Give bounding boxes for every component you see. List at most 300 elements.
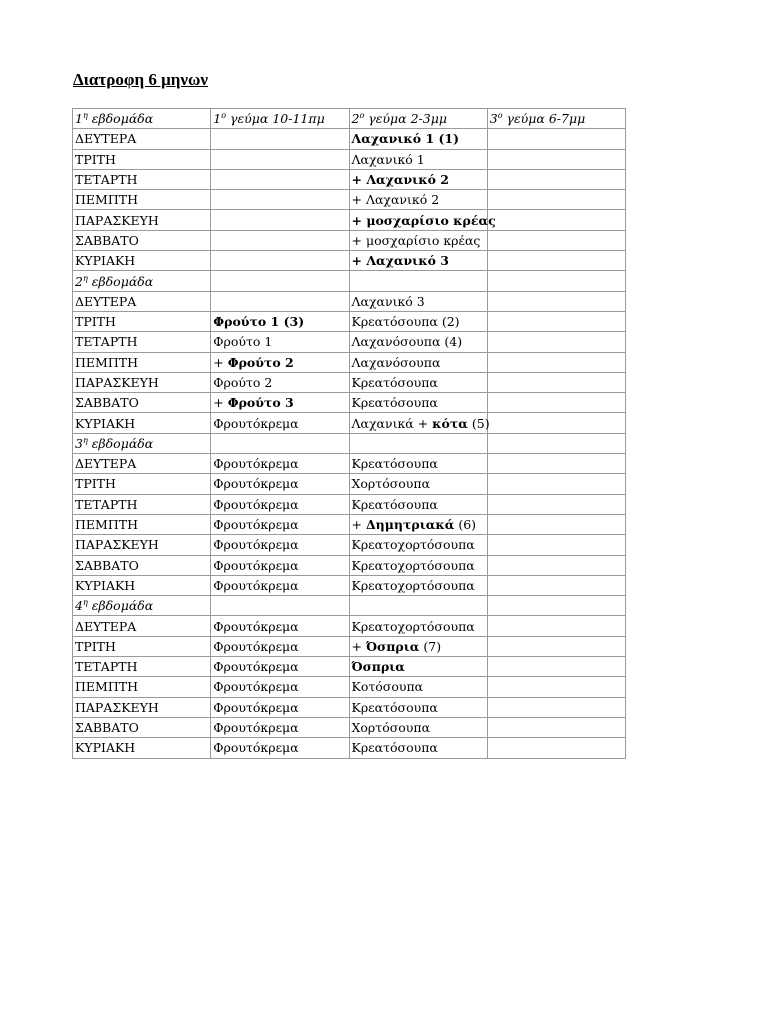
cell-meal-3 bbox=[487, 291, 625, 311]
table-row bbox=[73, 738, 626, 758]
segment-text: ΤΡΙΤΗ bbox=[75, 151, 116, 167]
cell-meal-2 bbox=[349, 311, 487, 331]
segment-text: Κρεατοχορτόσουπα bbox=[351, 537, 475, 553]
segment-text: ΠΕΜΠΤΗ bbox=[75, 679, 138, 695]
table-row bbox=[73, 311, 626, 331]
segment-text: Κρεατοχορτόσουπα bbox=[351, 577, 475, 593]
segment-text: ΚΥΡΙΑΚΗ bbox=[75, 253, 136, 269]
cell-meal-2 bbox=[349, 352, 487, 372]
cell-meal-2 bbox=[349, 372, 487, 392]
cell-text-segment bbox=[75, 558, 139, 573]
cell-meal-3 bbox=[487, 575, 625, 595]
cell-day bbox=[73, 413, 211, 433]
cell-text-segment bbox=[352, 537, 475, 552]
cell-meal-1 bbox=[211, 717, 349, 737]
cell-text-segment bbox=[75, 456, 136, 471]
cell-meal-2 bbox=[349, 717, 487, 737]
segment-text: ΤΕΤΑΡΤΗ bbox=[75, 334, 138, 350]
segment-text: 4 bbox=[75, 598, 83, 614]
table-row bbox=[73, 251, 626, 271]
cell-meal-3 bbox=[487, 332, 625, 352]
cell-meal-1 bbox=[211, 596, 349, 616]
cell-day bbox=[73, 717, 211, 737]
cell-text-segment bbox=[213, 497, 298, 512]
cell-day bbox=[73, 230, 211, 250]
cell-text-segment bbox=[352, 416, 433, 431]
cell-meal-2 bbox=[349, 738, 487, 758]
segment-text: (7) bbox=[419, 638, 442, 654]
cell-day bbox=[73, 433, 211, 453]
segment-text: ΔΕΥΤΕΡΑ bbox=[75, 618, 137, 634]
segment-text: (5) bbox=[467, 415, 490, 431]
cell-meal-2 bbox=[349, 636, 487, 656]
table-row bbox=[73, 697, 626, 717]
cell-text-segment bbox=[490, 111, 585, 126]
cell-day bbox=[73, 535, 211, 555]
table-row bbox=[73, 291, 626, 311]
segment-text-rest: γεύμα 2-3μμ bbox=[364, 111, 447, 127]
cell-day bbox=[73, 738, 211, 758]
cell-text-segment bbox=[213, 700, 298, 715]
segment-text: ΚΥΡΙΑΚΗ bbox=[75, 740, 136, 756]
cell-text-segment bbox=[213, 395, 227, 410]
segment-text: + Λαχανικό 3 bbox=[351, 253, 449, 269]
segment-text-rest: εβδομάδα bbox=[87, 273, 154, 289]
cell-meal-3 bbox=[487, 413, 625, 433]
cell-meal-1 bbox=[211, 555, 349, 575]
cell-meal-2 bbox=[349, 433, 487, 453]
segment-text: + μοσχαρίσιο κρέας bbox=[351, 232, 481, 248]
segment-text: ΔΕΥΤΕΡΑ bbox=[75, 131, 137, 147]
cell-text-segment bbox=[75, 294, 136, 309]
cell-meal-2 bbox=[349, 271, 487, 291]
cell-text-segment bbox=[213, 314, 304, 329]
segment-text: ΤΕΤΑΡΤΗ bbox=[75, 172, 138, 188]
cell-meal-3 bbox=[487, 169, 625, 189]
cell-day bbox=[73, 596, 211, 616]
segment-text: ΤΡΙΤΗ bbox=[75, 638, 116, 654]
segment-text: Φρουτόκρεμα bbox=[213, 577, 299, 593]
segment-text: 1 bbox=[213, 111, 222, 127]
segment-text-rest: εβδομάδα bbox=[87, 111, 154, 127]
segment-text: + Λαχανικό 2 bbox=[351, 172, 449, 188]
segment-text: Κρεατόσουπα bbox=[351, 395, 438, 411]
cell-meal-3 bbox=[487, 109, 625, 129]
segment-text: Δημητριακά bbox=[365, 517, 455, 533]
segment-text: ΠΑΡΑΣΚΕΥΗ bbox=[75, 537, 159, 553]
cell-text-segment bbox=[75, 192, 138, 207]
table-row bbox=[73, 454, 626, 474]
cell-meal-1 bbox=[211, 535, 349, 555]
cell-text-segment bbox=[352, 558, 475, 573]
segment-text: Φρουτόκρεμα bbox=[213, 679, 299, 695]
cell-day bbox=[73, 636, 211, 656]
cell-text-segment bbox=[213, 456, 298, 471]
cell-meal-2 bbox=[349, 596, 487, 616]
table-row bbox=[73, 494, 626, 514]
ordinal-superscript: ο bbox=[497, 111, 503, 121]
cell-meal-2 bbox=[349, 230, 487, 250]
table-row bbox=[73, 657, 626, 677]
cell-text-segment bbox=[468, 416, 490, 431]
cell-meal-2 bbox=[349, 393, 487, 413]
cell-meal-2 bbox=[349, 474, 487, 494]
table-row bbox=[73, 413, 626, 433]
segment-text: Φρουτόκρεμα bbox=[213, 415, 299, 431]
segment-text: ΤΕΤΑΡΤΗ bbox=[75, 496, 138, 512]
segment-text-rest: εβδομάδα bbox=[87, 435, 154, 451]
cell-text-segment bbox=[352, 740, 438, 755]
segment-text: ΤΡΙΤΗ bbox=[75, 314, 116, 330]
table-row bbox=[73, 149, 626, 169]
cell-text-segment bbox=[352, 375, 438, 390]
cell-text-segment bbox=[352, 659, 405, 674]
cell-meal-3 bbox=[487, 230, 625, 250]
cell-text-segment bbox=[366, 517, 454, 532]
cell-meal-3 bbox=[487, 474, 625, 494]
cell-text-segment bbox=[213, 537, 298, 552]
table-row bbox=[73, 535, 626, 555]
segment-text: Φρουτόκρεμα bbox=[213, 557, 299, 573]
cell-day bbox=[73, 657, 211, 677]
cell-text-segment bbox=[75, 253, 135, 268]
cell-meal-3 bbox=[487, 555, 625, 575]
cell-meal-3 bbox=[487, 494, 625, 514]
cell-text-segment bbox=[352, 152, 425, 167]
segment-text: Λαχανόσουπα bbox=[351, 354, 441, 370]
segment-text: + Λαχανικό 2 bbox=[351, 192, 440, 208]
segment-text: (6) bbox=[454, 517, 477, 533]
cell-text-segment bbox=[75, 537, 159, 552]
cell-day bbox=[73, 311, 211, 331]
cell-meal-1 bbox=[211, 393, 349, 413]
segment-text: ΤΡΙΤΗ bbox=[75, 476, 116, 492]
segment-text: + bbox=[351, 517, 366, 533]
cell-meal-2 bbox=[349, 190, 487, 210]
segment-text: Λαχανόσουπα (4) bbox=[351, 334, 463, 350]
cell-meal-1 bbox=[211, 251, 349, 271]
cell-text-segment bbox=[352, 578, 475, 593]
table-row bbox=[73, 474, 626, 494]
table-row bbox=[73, 169, 626, 189]
segment-text: Φρουτόκρεμα bbox=[213, 699, 299, 715]
segment-text: 1 bbox=[75, 111, 83, 127]
cell-text-segment bbox=[75, 497, 137, 512]
cell-day bbox=[73, 129, 211, 149]
segment-text: Κρεατοχορτόσουπα bbox=[351, 557, 475, 573]
segment-text: + bbox=[213, 395, 228, 411]
segment-text: Φρουτόκρεμα bbox=[213, 496, 299, 512]
cell-text-segment bbox=[213, 355, 227, 370]
cell-text-segment bbox=[213, 558, 298, 573]
cell-text-segment bbox=[454, 517, 476, 532]
segment-text: 2 bbox=[351, 111, 360, 127]
segment-text: ΠΑΡΑΣΚΕΥΗ bbox=[75, 375, 159, 390]
week-header-row bbox=[73, 433, 626, 453]
segment-text: ΠΑΡΑΣΚΕΥΗ bbox=[75, 212, 159, 228]
cell-text-segment bbox=[213, 476, 298, 491]
cell-day bbox=[73, 169, 211, 189]
cell-meal-1 bbox=[211, 738, 349, 758]
cell-text-segment bbox=[213, 334, 272, 349]
cell-text-segment bbox=[213, 517, 298, 532]
cell-meal-2 bbox=[349, 677, 487, 697]
cell-day bbox=[73, 494, 211, 514]
document-title: Διατροφη 6 μηνων bbox=[73, 70, 209, 89]
segment-text: 3 bbox=[75, 435, 83, 451]
cell-text-segment bbox=[75, 395, 139, 410]
segment-text: + μοσχαρίσιο κρέας bbox=[351, 212, 496, 228]
segment-text: Κοτόσουπα bbox=[351, 679, 424, 695]
cell-meal-2 bbox=[349, 251, 487, 271]
cell-meal-3 bbox=[487, 514, 625, 534]
cell-text-segment bbox=[352, 233, 481, 248]
table-row bbox=[73, 717, 626, 737]
cell-meal-1 bbox=[211, 311, 349, 331]
cell-day bbox=[73, 190, 211, 210]
cell-text-segment bbox=[352, 497, 438, 512]
cell-text-segment bbox=[352, 314, 460, 329]
cell-meal-2 bbox=[349, 514, 487, 534]
cell-meal-3 bbox=[487, 129, 625, 149]
segment-text: Φρούτο 2 bbox=[213, 375, 273, 390]
cell-meal-2 bbox=[349, 575, 487, 595]
cell-text-segment bbox=[213, 619, 298, 634]
cell-text-segment bbox=[75, 659, 137, 674]
cell-text-segment bbox=[352, 639, 366, 654]
cell-meal-2 bbox=[349, 657, 487, 677]
cell-meal-2 bbox=[349, 291, 487, 311]
segment-text: Φρουτόκρεμα bbox=[213, 517, 299, 533]
cell-text-segment bbox=[352, 679, 424, 694]
segment-text: Φρούτο 1 (3) bbox=[213, 314, 305, 330]
cell-text-segment bbox=[352, 456, 438, 471]
table-row bbox=[73, 230, 626, 250]
segment-text: Φρουτόκρεμα bbox=[213, 537, 299, 553]
cell-meal-1 bbox=[211, 697, 349, 717]
cell-meal-2 bbox=[349, 129, 487, 149]
cell-meal-1 bbox=[211, 454, 349, 474]
cell-text-segment bbox=[75, 152, 116, 167]
segment-text: ΠΑΡΑΣΚΕΥΗ bbox=[75, 699, 159, 715]
table-row bbox=[73, 332, 626, 352]
cell-meal-1 bbox=[211, 494, 349, 514]
cell-text-segment bbox=[75, 436, 153, 451]
cell-text-segment bbox=[352, 700, 438, 715]
table-row bbox=[73, 616, 626, 636]
cell-text-segment bbox=[75, 213, 159, 228]
cell-day bbox=[73, 575, 211, 595]
table-row bbox=[73, 210, 626, 230]
cell-meal-1 bbox=[211, 657, 349, 677]
cell-meal-2 bbox=[349, 169, 487, 189]
segment-text: ΔΕΥΤΕΡΑ bbox=[75, 456, 137, 472]
ordinal-superscript: η bbox=[82, 435, 88, 445]
cell-meal-2 bbox=[349, 109, 487, 129]
table-row bbox=[73, 372, 626, 392]
cell-meal-3 bbox=[487, 677, 625, 697]
cell-day bbox=[73, 697, 211, 717]
cell-text-segment bbox=[213, 375, 272, 390]
cell-text-segment bbox=[75, 111, 153, 126]
cell-meal-3 bbox=[487, 190, 625, 210]
cell-text-segment bbox=[213, 679, 298, 694]
cell-text-segment bbox=[352, 131, 460, 146]
cell-meal-1 bbox=[211, 109, 349, 129]
cell-text-segment bbox=[352, 253, 449, 268]
cell-day bbox=[73, 474, 211, 494]
segment-text: Λαχανικό 1 (1) bbox=[351, 131, 460, 147]
segment-text: Φρουτόκρεμα bbox=[213, 638, 299, 654]
segment-text: + bbox=[351, 638, 366, 654]
segment-text: Φρούτο 2 bbox=[227, 354, 294, 370]
segment-text: Φρούτο 3 bbox=[227, 395, 294, 411]
diet-schedule-table bbox=[72, 108, 626, 759]
cell-text-segment bbox=[213, 578, 298, 593]
segment-text: ΣΑΒΒΑΤΟ bbox=[75, 557, 139, 573]
week-header-row bbox=[73, 271, 626, 291]
cell-meal-2 bbox=[349, 332, 487, 352]
cell-meal-1 bbox=[211, 291, 349, 311]
cell-day bbox=[73, 454, 211, 474]
segment-text: ΔΕΥΤΕΡΑ bbox=[75, 293, 137, 309]
cell-meal-2 bbox=[349, 494, 487, 514]
segment-text: ΣΑΒΒΑΤΟ bbox=[75, 720, 139, 736]
cell-meal-1 bbox=[211, 413, 349, 433]
segment-text: Κρεατοχορτόσουπα bbox=[351, 618, 475, 634]
cell-meal-3 bbox=[487, 535, 625, 555]
cell-text-segment bbox=[213, 416, 298, 431]
table-row bbox=[73, 393, 626, 413]
cell-meal-2 bbox=[349, 210, 496, 230]
cell-meal-1 bbox=[211, 372, 349, 392]
segment-text-rest: γεύμα 6-7μμ bbox=[502, 111, 586, 127]
cell-text-segment bbox=[352, 172, 449, 187]
segment-text: Λαχανικά + bbox=[351, 415, 433, 431]
cell-day bbox=[73, 352, 211, 372]
cell-text-segment bbox=[75, 578, 135, 593]
segment-text-rest: γεύμα 10-11πμ bbox=[226, 111, 325, 127]
cell-text-segment bbox=[352, 192, 440, 207]
cell-meal-1 bbox=[211, 616, 349, 636]
cell-meal-2 bbox=[349, 555, 487, 575]
cell-text-segment bbox=[352, 355, 441, 370]
cell-text-segment bbox=[352, 213, 496, 228]
table-row bbox=[73, 129, 626, 149]
cell-day bbox=[73, 109, 211, 129]
cell-meal-2 bbox=[349, 413, 490, 433]
cell-text-segment bbox=[352, 395, 438, 410]
segment-text: ΤΕΤΑΡΤΗ bbox=[75, 659, 138, 675]
ordinal-superscript: η bbox=[82, 598, 88, 608]
cell-day bbox=[73, 555, 211, 575]
cell-text-segment bbox=[352, 334, 463, 349]
cell-text-segment bbox=[75, 720, 139, 735]
cell-meal-3 bbox=[487, 251, 625, 271]
segment-text: Κρεατόσουπα (2) bbox=[351, 314, 460, 330]
segment-text: Κρεατόσουπα bbox=[351, 740, 438, 756]
table-row bbox=[73, 636, 626, 656]
cell-meal-3 bbox=[487, 454, 625, 474]
table-row bbox=[73, 190, 626, 210]
segment-text: Κρεατόσουπα bbox=[351, 375, 438, 390]
cell-meal-3 bbox=[487, 372, 625, 392]
cell-meal-3 bbox=[487, 596, 625, 616]
segment-text: Φρουτόκρεμα bbox=[213, 720, 299, 736]
cell-text-segment bbox=[75, 416, 135, 431]
cell-day bbox=[73, 616, 211, 636]
cell-text-segment bbox=[419, 639, 441, 654]
segment-text: Όσπρια bbox=[351, 659, 405, 675]
segment-text: ΠΕΜΠΤΗ bbox=[75, 192, 138, 208]
cell-text-segment bbox=[213, 720, 298, 735]
cell-meal-1 bbox=[211, 433, 349, 453]
table-row bbox=[73, 575, 626, 595]
segment-text: Φρουτόκρεμα bbox=[213, 476, 299, 492]
cell-meal-3 bbox=[487, 616, 625, 636]
cell-day bbox=[73, 210, 211, 230]
cell-meal-3 bbox=[487, 149, 625, 169]
cell-text-segment bbox=[75, 375, 159, 390]
segment-text: Φρουτόκρεμα bbox=[213, 740, 299, 756]
cell-text-segment bbox=[75, 172, 137, 187]
cell-text-segment bbox=[75, 598, 153, 613]
cell-meal-1 bbox=[211, 636, 349, 656]
cell-meal-3 bbox=[487, 636, 625, 656]
cell-day bbox=[73, 393, 211, 413]
segment-text: Χορτόσουπα bbox=[351, 476, 431, 492]
cell-day bbox=[73, 291, 211, 311]
segment-text: ΚΥΡΙΑΚΗ bbox=[75, 415, 136, 431]
cell-meal-3 bbox=[487, 717, 625, 737]
cell-meal-2 bbox=[349, 535, 487, 555]
cell-meal-1 bbox=[211, 169, 349, 189]
table-row bbox=[73, 677, 626, 697]
cell-text-segment bbox=[352, 476, 431, 491]
ordinal-superscript: η bbox=[82, 273, 88, 283]
cell-text-segment bbox=[213, 659, 298, 674]
segment-text: + bbox=[213, 354, 228, 370]
ordinal-superscript: ο bbox=[221, 111, 227, 121]
cell-meal-3 bbox=[487, 657, 625, 677]
cell-text-segment bbox=[75, 131, 136, 146]
cell-meal-3 bbox=[487, 271, 625, 291]
cell-day bbox=[73, 514, 211, 534]
segment-text: ΚΥΡΙΑΚΗ bbox=[75, 577, 136, 593]
segment-text: ΣΑΒΒΑΤΟ bbox=[75, 232, 139, 248]
cell-meal-1 bbox=[211, 271, 349, 291]
cell-meal-1 bbox=[211, 332, 349, 352]
table-row bbox=[73, 352, 626, 372]
cell-text-segment bbox=[75, 679, 138, 694]
segment-text: Όσπρια bbox=[365, 638, 420, 654]
cell-text-segment bbox=[75, 233, 139, 248]
cell-text-segment bbox=[75, 314, 116, 329]
cell-meal-3 bbox=[487, 738, 625, 758]
cell-text-segment bbox=[213, 111, 324, 126]
cell-text-segment bbox=[352, 619, 475, 634]
segment-text: Λαχανικό 1 bbox=[351, 151, 425, 167]
cell-text-segment bbox=[75, 700, 159, 715]
cell-meal-3 bbox=[487, 311, 625, 331]
cell-meal-3 bbox=[487, 352, 625, 372]
cell-meal-1 bbox=[211, 149, 349, 169]
cell-text-segment bbox=[213, 740, 298, 755]
cell-text-segment bbox=[352, 111, 447, 126]
cell-day bbox=[73, 149, 211, 169]
segment-text: Χορτόσουπα bbox=[351, 720, 431, 736]
cell-meal-1 bbox=[211, 129, 349, 149]
